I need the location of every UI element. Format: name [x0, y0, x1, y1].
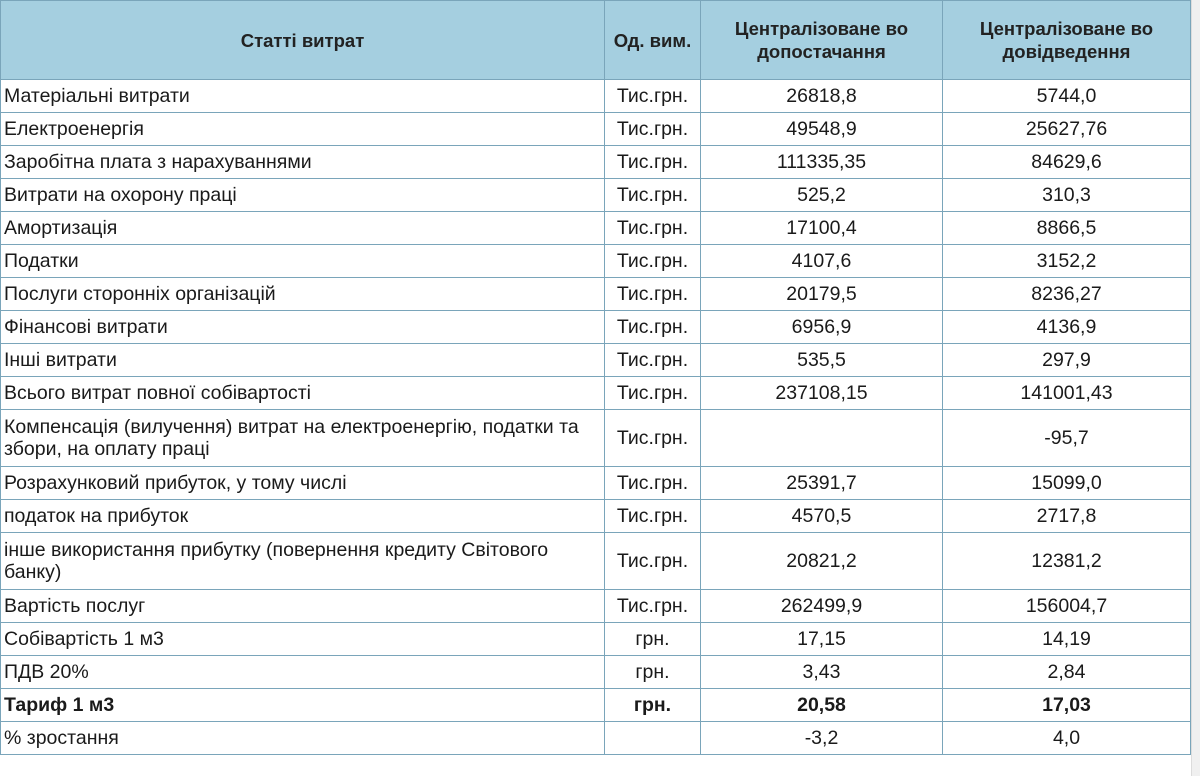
header-water-supply: Централізоване во допостачання	[701, 1, 943, 80]
row-drain-value: 3152,2	[943, 245, 1191, 278]
row-supply-value: 25391,7	[701, 467, 943, 500]
row-unit: Тис.грн.	[605, 245, 701, 278]
table-row-tariff	[1, 689, 1191, 722]
header-water-drainage: Централізоване во довідведення	[943, 1, 1191, 80]
row-label: Інші витрати	[1, 344, 605, 377]
row-unit: Тис.грн.	[605, 344, 701, 377]
row-supply-value: 6956,9	[701, 311, 943, 344]
row-drain-value: 141001,43	[943, 377, 1191, 410]
header-unit: Од. вим.	[605, 1, 701, 80]
table-row	[1, 146, 1191, 179]
row-supply-value: 111335,35	[701, 146, 943, 179]
row-drain-value: 4,0	[943, 722, 1191, 755]
row-unit: Тис.грн.	[605, 500, 701, 533]
row-label: Фінансові витрати	[1, 311, 605, 344]
table-row	[1, 344, 1191, 377]
row-supply-value: 17,15	[701, 623, 943, 656]
row-drain-value: 2,84	[943, 656, 1191, 689]
table-header-row	[1, 1, 1191, 80]
header-cost-item: Статті витрат	[1, 1, 605, 80]
table-row	[1, 467, 1191, 500]
table-row	[1, 80, 1191, 113]
row-supply-value: 3,43	[701, 656, 943, 689]
row-drain-value: 8236,27	[943, 278, 1191, 311]
row-label: Електроенергія	[1, 113, 605, 146]
row-unit: Тис.грн.	[605, 179, 701, 212]
row-drain-value: 4136,9	[943, 311, 1191, 344]
row-supply-value: 4107,6	[701, 245, 943, 278]
row-drain-value: 14,19	[943, 623, 1191, 656]
row-drain-value: 15099,0	[943, 467, 1191, 500]
row-label: Заробітна плата з нарахуваннями	[1, 146, 605, 179]
row-supply-value: 26818,8	[701, 80, 943, 113]
row-drain-value: 297,9	[943, 344, 1191, 377]
table-row	[1, 179, 1191, 212]
row-drain-value: 156004,7	[943, 590, 1191, 623]
row-label: Компенсація (вилучення) витрат на електроенергію, податки та збори, на оплату праці	[1, 410, 605, 467]
row-unit: Тис.грн.	[605, 113, 701, 146]
row-drain-value: 84629,6	[943, 146, 1191, 179]
row-label: Собівартість 1 м3	[1, 623, 605, 656]
row-label: Витрати на охорону праці	[1, 179, 605, 212]
row-supply-value: 20179,5	[701, 278, 943, 311]
row-label: Вартість послуг	[1, 590, 605, 623]
table-row	[1, 500, 1191, 533]
row-unit: Тис.грн.	[605, 590, 701, 623]
table-row	[1, 590, 1191, 623]
row-label: податок на прибуток	[1, 500, 605, 533]
row-unit: Тис.грн.	[605, 278, 701, 311]
row-supply-value: -3,2	[701, 722, 943, 755]
row-label: Матеріальні витрати	[1, 80, 605, 113]
row-supply-value	[701, 410, 943, 467]
row-drain-value: 310,3	[943, 179, 1191, 212]
row-unit	[605, 722, 701, 755]
vertical-scrollbar[interactable]	[1191, 0, 1200, 776]
row-drain-value: 2717,8	[943, 500, 1191, 533]
table-row	[1, 533, 1191, 590]
table-row	[1, 278, 1191, 311]
row-unit: Тис.грн.	[605, 80, 701, 113]
table-row	[1, 656, 1191, 689]
row-unit: Тис.грн.	[605, 146, 701, 179]
table-row	[1, 377, 1191, 410]
row-drain-value: 5744,0	[943, 80, 1191, 113]
row-unit: Тис.грн.	[605, 212, 701, 245]
row-supply-value: 20821,2	[701, 533, 943, 590]
row-drain-value: -95,7	[943, 410, 1191, 467]
row-label: ПДВ 20%	[1, 656, 605, 689]
row-label: % зростання	[1, 722, 605, 755]
row-drain-value: 25627,76	[943, 113, 1191, 146]
row-drain-value: 17,03	[943, 689, 1191, 722]
row-unit: грн.	[605, 623, 701, 656]
table-row	[1, 113, 1191, 146]
row-unit: Тис.грн.	[605, 467, 701, 500]
row-supply-value: 262499,9	[701, 590, 943, 623]
row-supply-value: 535,5	[701, 344, 943, 377]
row-drain-value: 8866,5	[943, 212, 1191, 245]
row-unit: Тис.грн.	[605, 410, 701, 467]
table-row	[1, 311, 1191, 344]
row-unit: грн.	[605, 689, 701, 722]
table-row	[1, 245, 1191, 278]
row-supply-value: 237108,15	[701, 377, 943, 410]
table-row	[1, 722, 1191, 755]
row-unit: Тис.грн.	[605, 533, 701, 590]
table-row	[1, 410, 1191, 467]
row-drain-value: 12381,2	[943, 533, 1191, 590]
row-supply-value: 49548,9	[701, 113, 943, 146]
row-unit: Тис.грн.	[605, 377, 701, 410]
table-row	[1, 212, 1191, 245]
row-label: Амортизація	[1, 212, 605, 245]
row-supply-value: 17100,4	[701, 212, 943, 245]
row-supply-value: 20,58	[701, 689, 943, 722]
row-label: Всього витрат повної собівартості	[1, 377, 605, 410]
row-label: Тариф 1 м3	[1, 689, 605, 722]
table-row	[1, 623, 1191, 656]
row-unit: Тис.грн.	[605, 311, 701, 344]
row-label: Податки	[1, 245, 605, 278]
row-supply-value: 525,2	[701, 179, 943, 212]
row-supply-value: 4570,5	[701, 500, 943, 533]
row-label: інше використання прибутку (повернення кредиту Світового банку)	[1, 533, 605, 590]
row-unit: грн.	[605, 656, 701, 689]
row-label: Послуги сторонніх організацій	[1, 278, 605, 311]
row-label: Розрахунковий прибуток, у тому числі	[1, 467, 605, 500]
